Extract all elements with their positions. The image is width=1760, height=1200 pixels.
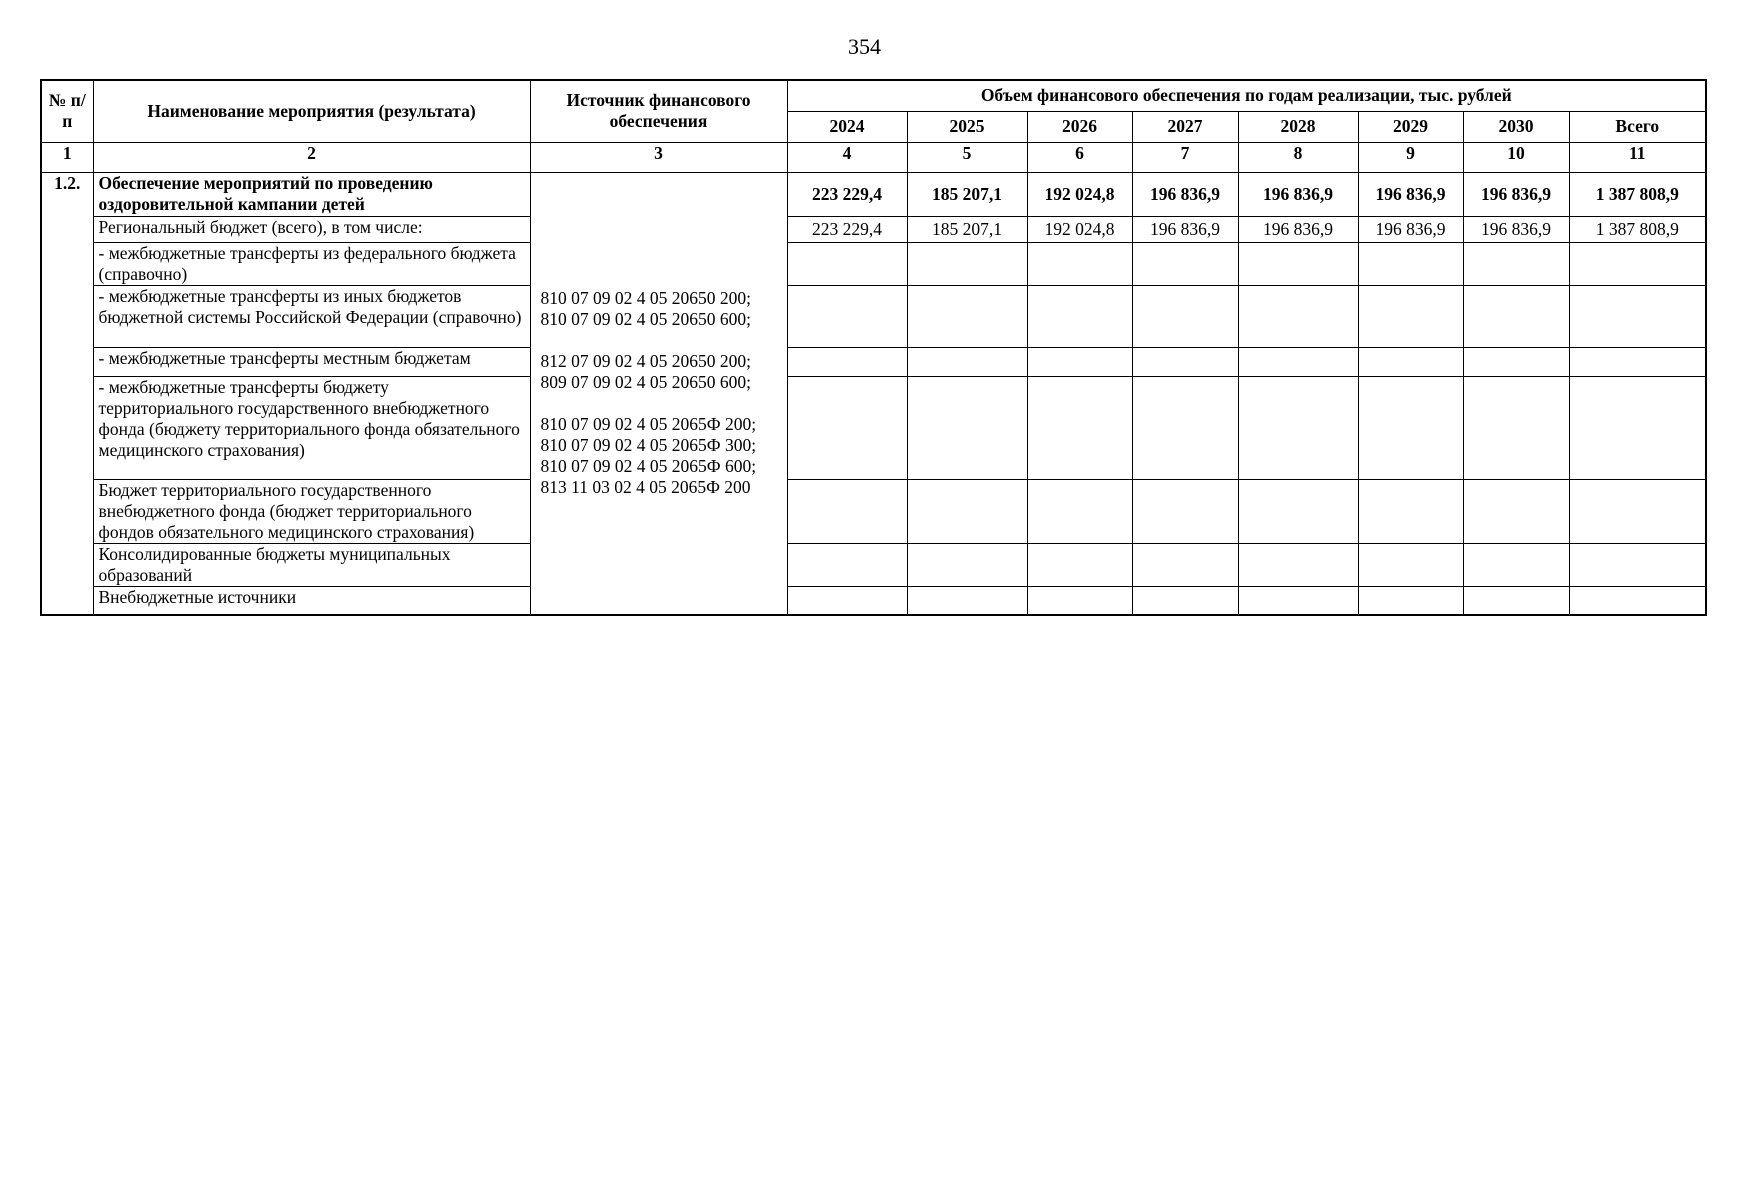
year-value-cell: 196 836,9 [1238,216,1358,242]
year-value-cell [787,479,907,543]
year-value-cell [1238,543,1358,586]
row-index: 1.2. [41,172,93,615]
year-value-cell: 192 024,8 [1027,216,1132,242]
row-name: Внебюджетные источники [93,586,530,615]
year-value-cell [1463,479,1569,543]
year-value-cell: 196 836,9 [1132,172,1238,216]
year-value-cell: 196 836,9 [1358,216,1463,242]
source-code-line [541,330,782,351]
year-value-cell [1358,479,1463,543]
header-source: Источник финансового обеспечения [530,80,787,142]
total-value-cell [1569,242,1706,285]
year-value-cell [1358,242,1463,285]
year-value-cell [1238,347,1358,376]
year-value-cell [1358,285,1463,347]
year-value-cell [1358,347,1463,376]
year-header-2026: 2026 [1027,111,1132,142]
year-value-cell [1463,376,1569,479]
year-value-cell [787,586,907,615]
year-value-cell: 192 024,8 [1027,172,1132,216]
column-number: 2 [93,142,530,172]
year-value-cell [787,376,907,479]
source-code-line: 813 11 03 02 4 05 2065Ф 200 [540,477,751,498]
year-value-cell [907,479,1027,543]
year-value-cell [1027,242,1132,285]
source-code-line: 809 07 09 02 4 05 20650 600; [540,372,751,393]
year-header-2024: 2024 [787,111,907,142]
year-value-cell [1132,347,1238,376]
header-volume: Объем финансового обеспечения по годам реализации, тыс. рублей [787,80,1706,111]
column-number: 9 [1358,142,1463,172]
year-value-cell [1238,376,1358,479]
row-name: - межбюджетные трансферты из федерального бюджета (справочно) [93,242,530,285]
year-value-cell [1132,242,1238,285]
year-value-cell: 196 836,9 [1463,216,1569,242]
total-value-cell [1569,285,1706,347]
column-number-row [41,142,1706,172]
year-value-cell [1027,543,1132,586]
year-header-2027: 2027 [1132,111,1238,142]
row-name: Бюджет территориального государственного внебюджетного фонда (бюджет территориального фондов обязательного медицинского страхования) [93,479,530,543]
year-value-cell [1027,479,1132,543]
table-body [41,172,1706,615]
row-name: Консолидированные бюджеты муниципальных образований [93,543,530,586]
year-value-cell [1358,376,1463,479]
total-value-cell [1569,543,1706,586]
year-value-cell [907,347,1027,376]
column-number: 1 [41,142,93,172]
year-value-cell [1238,285,1358,347]
row-name: - межбюджетные трансферты из иных бюджетов бюджетной системы Российской Федерации (справочно) [93,285,530,347]
year-value-cell [1132,376,1238,479]
column-number: 10 [1463,142,1569,172]
total-value-cell: 1 387 808,9 [1569,172,1706,216]
source-code-line: 810 07 09 02 4 05 2065Ф 200; [540,414,757,435]
year-value-cell: 196 836,9 [1463,172,1569,216]
year-value-cell: 196 836,9 [1132,216,1238,242]
year-value-cell [1132,479,1238,543]
column-number: 7 [1132,142,1238,172]
year-value-cell: 196 836,9 [1238,172,1358,216]
row-name: Обеспечение мероприятий по проведению оздоровительной кампании детей [93,172,530,216]
table-row [41,376,1706,479]
source-code-line: 810 07 09 02 4 05 2065Ф 300; [540,435,757,456]
row-name: - межбюджетные трансферты местным бюджетам [93,347,530,376]
year-value-cell: 185 207,1 [907,216,1027,242]
year-value-cell [787,347,907,376]
table-row [41,347,1706,376]
total-value-cell [1569,479,1706,543]
row-name: Региональный бюджет (всего), в том числе: [93,216,530,242]
source-code-line: 812 07 09 02 4 05 20650 200; [540,351,751,372]
column-number: 11 [1569,142,1706,172]
year-value-cell [787,543,907,586]
source-code-line: 810 07 09 02 4 05 20650 600; [540,309,751,330]
year-header-2030: 2030 [1463,111,1569,142]
year-value-cell [1132,543,1238,586]
year-value-cell: 185 207,1 [907,172,1027,216]
year-header-2025: 2025 [907,111,1027,142]
total-value-cell [1569,586,1706,615]
year-value-cell [907,586,1027,615]
year-value-cell: 223 229,4 [787,172,907,216]
column-number: 8 [1238,142,1358,172]
year-value-cell [1238,479,1358,543]
column-number: 6 [1027,142,1132,172]
table-row [41,242,1706,285]
table-row [41,479,1706,543]
source-codes [530,172,787,615]
year-value-cell [1463,242,1569,285]
year-value-cell [1358,586,1463,615]
year-value-cell [907,242,1027,285]
table-row [41,216,1706,242]
table-row [41,172,1706,216]
year-value-cell [1132,586,1238,615]
year-value-cell [1463,285,1569,347]
year-value-cell: 223 229,4 [787,216,907,242]
year-value-cell [1132,285,1238,347]
page-number: 354 [848,34,881,59]
header-name: Наименование мероприятия (результата) [93,80,530,142]
year-value-cell [1238,242,1358,285]
year-value-cell [907,285,1027,347]
table-row [41,285,1706,347]
year-value-cell: 196 836,9 [1358,172,1463,216]
column-number: 3 [530,142,787,172]
year-value-cell [1463,347,1569,376]
year-value-cell [1463,543,1569,586]
header-no: № п/п [41,80,93,142]
total-header: Всего [1569,111,1706,142]
total-value-cell [1569,376,1706,479]
row-name: - межбюджетные трансферты бюджету территориального государственного внебюджетного фонда (бюджету территориального фонда обязательного медицинского страхования) [93,376,530,479]
year-header-2028: 2028 [1238,111,1358,142]
year-header-2029: 2029 [1358,111,1463,142]
year-value-cell [787,285,907,347]
year-value-cell [787,242,907,285]
column-number: 4 [787,142,907,172]
year-value-cell [1027,285,1132,347]
year-value-cell [1027,347,1132,376]
source-code-line: 810 07 09 02 4 05 2065Ф 600; [540,456,757,477]
year-value-cell [1238,586,1358,615]
budget-table [40,79,1707,616]
year-value-cell [1463,586,1569,615]
column-number: 5 [907,142,1027,172]
total-value-cell [1569,347,1706,376]
table-row [41,543,1706,586]
year-value-cell [1027,586,1132,615]
source-code-line [541,393,782,414]
year-value-cell [1027,376,1132,479]
source-code-line: 810 07 09 02 4 05 20650 200; [540,288,751,309]
year-value-cell [1358,543,1463,586]
year-value-cell [907,376,1027,479]
total-value-cell: 1 387 808,9 [1569,216,1706,242]
year-value-cell [907,543,1027,586]
table-row [41,586,1706,615]
